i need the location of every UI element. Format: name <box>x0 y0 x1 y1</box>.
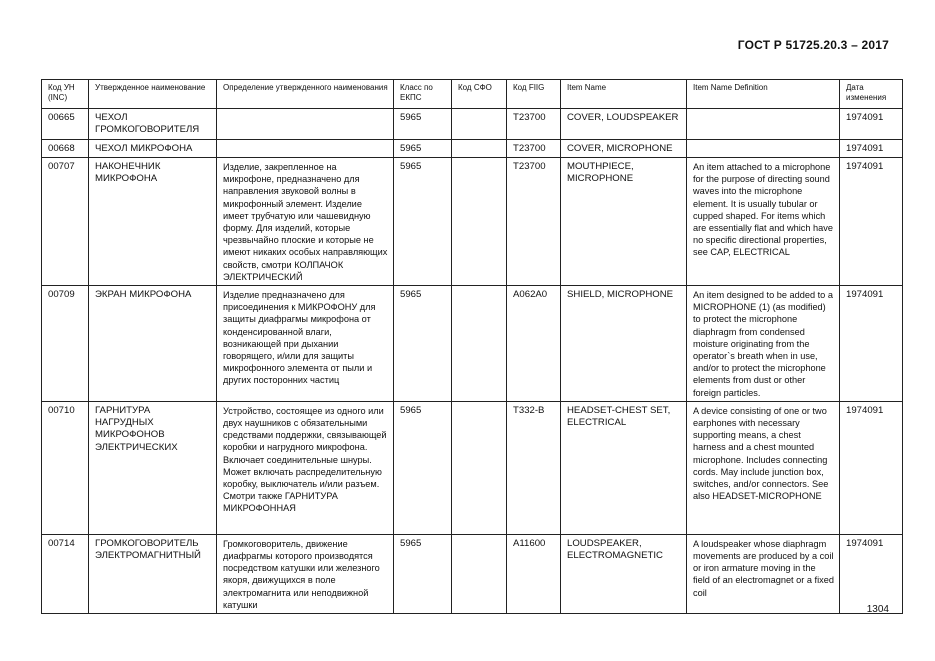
cell-approved-name: НАКОНЕЧНИК МИКРОФОНА <box>89 157 217 285</box>
cell-fiig: T23700 <box>507 157 561 285</box>
header-inc: Код УН (INC) <box>42 80 89 109</box>
cell-item-name: SHIELD, MICROPHONE <box>561 285 687 401</box>
cell-item-definition: An item designed to be added to a MICROPHONE (1) (as modified) to protect the microphone diaphragm from condensed moisture originating from the operator`s breath when in use, and/or to protect the microphone elements from dust or other foreign particles. <box>687 285 840 401</box>
table-row <box>42 401 903 534</box>
cell-fiig: A062A0 <box>507 285 561 401</box>
cell-inc: 00709 <box>42 285 89 401</box>
cell-approved-name: ГРОМКОГОВОРИТЕЛЬ ЭЛЕКТРОМАГНИТНЫЙ <box>89 534 217 613</box>
cell-definition: Изделие, закрепленное на микрофоне, предназначено для направления звуковой волны в микрофонный элемент. Изделие имеет трубчатую или чашевидную форму. Для изделий, которые чрезвычайно плоские и которые не имеют никаких особых направляющих свойств, смотри КОЛПАЧОК ЭЛЕКТРИЧЕСКИЙ <box>217 157 394 285</box>
cell-date: 1974091 <box>840 534 903 613</box>
header-definition: Определение утвержденного наименования <box>217 80 394 109</box>
cell-fiig: T332-B <box>507 401 561 534</box>
table-header-row <box>42 80 903 109</box>
cell-class: 5965 <box>394 109 452 140</box>
cell-item-definition: An item attached to a microphone for the purpose of directing sound waves into the microphone element. It is usually tubular or cupped shaped. For items which are essentially flat and which have no specific directional properties, see CAP, ELECTRICAL <box>687 157 840 285</box>
cell-definition <box>217 139 394 157</box>
cell-item-definition: A loudspeaker whose diaphragm movements are produced by a coil or iron armature moving in the field of an electromagnet or a fixed coil <box>687 534 840 613</box>
header-class: Класс по ЕКПС <box>394 80 452 109</box>
cell-sfo <box>452 534 507 613</box>
cell-item-definition <box>687 139 840 157</box>
cell-class: 5965 <box>394 285 452 401</box>
cell-date: 1974091 <box>840 139 903 157</box>
cell-class: 5965 <box>394 401 452 534</box>
cell-item-name: COVER, LOUDSPEAKER <box>561 109 687 140</box>
table-row <box>42 534 903 613</box>
cell-sfo <box>452 401 507 534</box>
cell-class: 5965 <box>394 534 452 613</box>
cell-item-name: MOUTHPIECE, MICROPHONE <box>561 157 687 285</box>
table-row <box>42 139 903 157</box>
table-row <box>42 285 903 401</box>
cell-date: 1974091 <box>840 157 903 285</box>
cell-date: 1974091 <box>840 109 903 140</box>
classification-table <box>41 79 903 614</box>
cell-inc: 00710 <box>42 401 89 534</box>
cell-date: 1974091 <box>840 401 903 534</box>
cell-item-name: HEADSET-CHEST SET, ELECTRICAL <box>561 401 687 534</box>
cell-item-name: LOUDSPEAKER, ELECTROMAGNETIC <box>561 534 687 613</box>
cell-definition <box>217 109 394 140</box>
cell-approved-name: ЧЕХОЛ ГРОМКОГОВОРИТЕЛЯ <box>89 109 217 140</box>
header-date: Дата изменения <box>840 80 903 109</box>
cell-inc: 00665 <box>42 109 89 140</box>
cell-inc: 00668 <box>42 139 89 157</box>
cell-date: 1974091 <box>840 285 903 401</box>
cell-fiig: T23700 <box>507 109 561 140</box>
cell-sfo <box>452 109 507 140</box>
cell-approved-name: ЧЕХОЛ МИКРОФОНА <box>89 139 217 157</box>
document-standard-header: ГОСТ Р 51725.20.3 – 2017 <box>737 38 889 52</box>
cell-sfo <box>452 285 507 401</box>
cell-fiig: A11600 <box>507 534 561 613</box>
cell-inc: 00714 <box>42 534 89 613</box>
cell-item-name: COVER, MICROPHONE <box>561 139 687 157</box>
cell-class: 5965 <box>394 139 452 157</box>
header-approved-name: Утвержденное наименование <box>89 80 217 109</box>
cell-approved-name: ЭКРАН МИКРОФОНА <box>89 285 217 401</box>
cell-definition: Изделие предназначено для присоединения к МИКРОФОНУ для защиты диафрагмы микрофона от конденсированной влаги, возникающей при дыхании говорящего, и/или для защиты микрофонного элемента от пыли и других посторонних частиц <box>217 285 394 401</box>
cell-fiig: T23700 <box>507 139 561 157</box>
header-fiig: Код FIIG <box>507 80 561 109</box>
header-sfo: Код СФО <box>452 80 507 109</box>
table-row <box>42 157 903 285</box>
cell-definition: Громкоговоритель, движение диафрагмы которого производятся посредством катушки или железного якоря, движущихся в поле электромагнита или неподвижной катушки <box>217 534 394 613</box>
cell-item-definition <box>687 109 840 140</box>
table-row <box>42 109 903 140</box>
cell-definition: Устройство, состоящее из одного или двух наушников с обязательными средствами поддержки, связывающей коробки и нагрудного микрофона. Включает соединительные шнуры. Может включать распределительную коробку, выключатель и/или разъем. Смотри также ГАРНИТУРА МИКРОФОННАЯ <box>217 401 394 534</box>
header-item-name: Item Name <box>561 80 687 109</box>
cell-sfo <box>452 139 507 157</box>
cell-class: 5965 <box>394 157 452 285</box>
cell-sfo <box>452 157 507 285</box>
cell-inc: 00707 <box>42 157 89 285</box>
page-number: 1304 <box>866 604 889 615</box>
header-item-definition: Item Name Definition <box>687 80 840 109</box>
cell-approved-name: ГАРНИТУРА НАГРУДНЫХ МИКРОФОНОВ ЭЛЕКТРИЧЕСКИХ <box>89 401 217 534</box>
cell-item-definition: A device consisting of one or two earphones with necessary supporting means, a chest harness and a chest mounted microphone. Includes connecting cords. May include junction box, switches, and/or connectors. See also HEADSET-MICROPHONE <box>687 401 840 534</box>
